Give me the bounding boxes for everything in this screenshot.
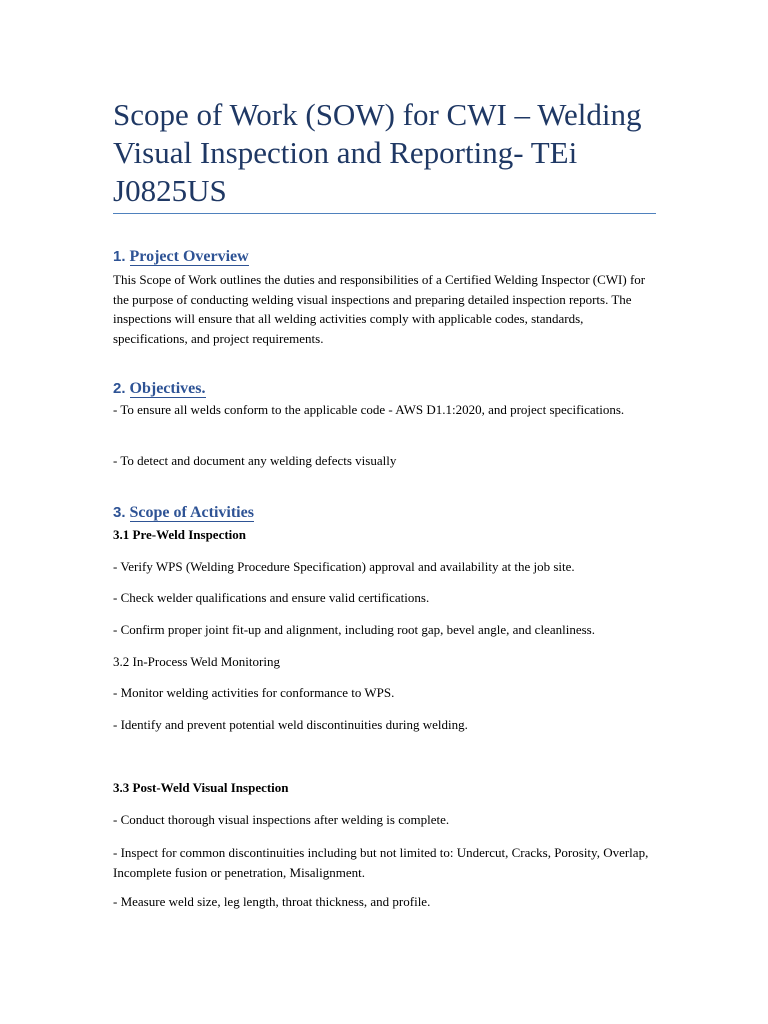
section-title: Project Overview <box>129 248 249 265</box>
section-heading-project-overview <box>113 247 249 267</box>
post-weld-item: - Inspect for common discontinuities including but not limited to: Undercut, Cracks, Porosity, Overlap, Incomplete fusion or penetration, Misalignment. <box>113 845 649 880</box>
title-divider <box>113 213 656 214</box>
section-heading-objectives <box>113 379 206 399</box>
section-number: 2. <box>113 380 126 397</box>
pre-weld-item: - Confirm proper joint fit-up and alignment, including root gap, bevel angle, and cleanliness. <box>113 622 595 637</box>
subheading-in-process-weld-monitoring: 3.2 In-Process Weld Monitoring <box>113 654 280 669</box>
section-title: Objectives. <box>129 380 206 397</box>
in-process-item: - Monitor welding activities for conformance to WPS. <box>113 685 395 700</box>
document-title: Scope of Work (SOW) for CWI – Welding Visual Inspection and Reporting- TEi J0825US <box>113 97 642 208</box>
post-weld-item: - Measure weld size, leg length, throat thickness, and profile. <box>113 894 431 909</box>
post-weld-item: - Conduct thorough visual inspections after welding is complete. <box>113 812 450 827</box>
section-heading-scope-of-activities <box>113 503 254 523</box>
pre-weld-item: - Check welder qualifications and ensure valid certifications. <box>113 590 430 605</box>
section-title: Scope of Activities <box>129 504 254 521</box>
section-number: 1. <box>113 248 126 265</box>
section-number: 3. <box>113 504 126 521</box>
in-process-item: - Identify and prevent potential weld discontinuities during welding. <box>113 717 468 732</box>
subheading-post-weld-visual-inspection: 3.3 Post-Weld Visual Inspection <box>113 780 289 795</box>
pre-weld-item: - Verify WPS (Welding Procedure Specification) approval and availability at the job site. <box>113 559 575 574</box>
objective-item: - To detect and document any welding defects visually <box>113 453 397 468</box>
project-overview-paragraph: This Scope of Work outlines the duties and responsibilities of a Certified Welding Inspector (CWI) for the purpose of conducting welding visual inspections and preparing detailed inspection reports. The inspections will ensure that all welding activities comply with applicable codes, standards, specifications, and project requirements. <box>113 272 646 346</box>
subheading-pre-weld-inspection: 3.1 Pre-Weld Inspection <box>113 527 247 542</box>
objective-item: - To ensure all welds conform to the applicable code - AWS D1.1:2020, and project specifications. <box>113 402 625 417</box>
